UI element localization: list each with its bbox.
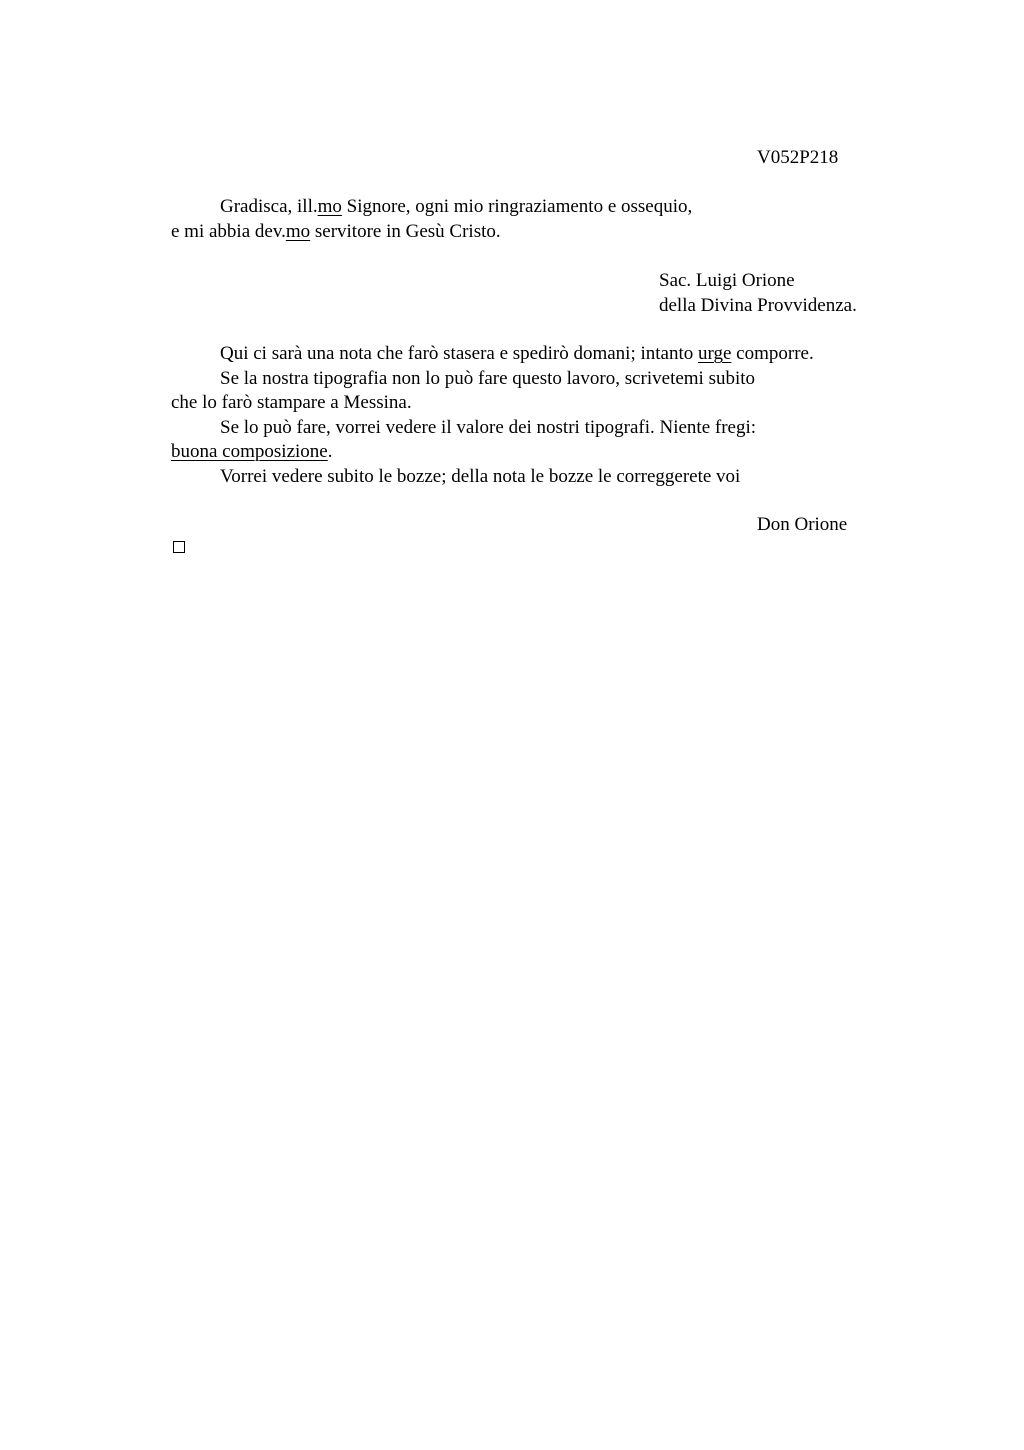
abbr-superscript: mo xyxy=(317,196,342,217)
signature-block xyxy=(659,269,857,318)
note-block xyxy=(171,342,891,489)
greeting-block xyxy=(171,195,891,244)
note-paragraph-3-line-2: buona composizione. xyxy=(171,441,333,462)
empty-square-icon xyxy=(173,541,185,553)
note-paragraph-1: Qui ci sarà una nota che farò stasera e spedirò domani; intanto urge comporre. xyxy=(220,343,814,364)
abbr-superscript: mo xyxy=(285,220,311,242)
note-paragraph-3-line-1: Se lo può fare, vorrei vedere il valore dei nostri tipografi. Niente fregi: xyxy=(220,416,757,438)
note-paragraph-2-line-2: che lo farò stampare a Messina. xyxy=(171,392,412,413)
page-reference: V052P218 xyxy=(757,147,839,168)
note-paragraph-4: Vorrei vedere subito le bozze; della nota le bozze le correggerete voi xyxy=(220,465,741,487)
signature-title: della Divina Provvidenza. xyxy=(659,294,857,316)
greeting-line-2: e mi abbia dev.mo servitore in Gesù Cristo. xyxy=(171,220,501,242)
underlined-word: urge xyxy=(698,343,732,364)
greeting-line-1: Gradisca, ill.mo Signore, ogni mio ringraziamento e ossequio, xyxy=(220,196,693,217)
underlined-phrase: buona composizione xyxy=(171,441,328,462)
closing-signature: Don Orione xyxy=(757,514,848,535)
note-paragraph-2-line-1: Se la nostra tipografia non lo può fare questo lavoro, scrivetemi subito xyxy=(220,367,756,389)
signature-name: Sac. Luigi Orione xyxy=(659,270,795,291)
